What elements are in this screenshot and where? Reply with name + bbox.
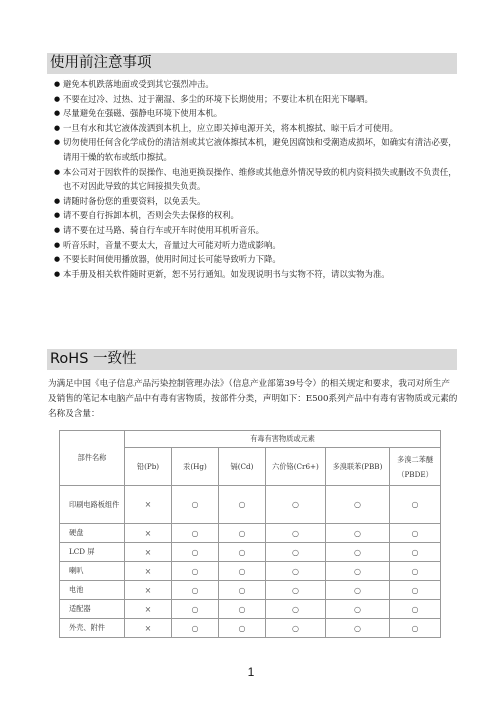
list-item: ● 一旦有水和其它液体泼洒到本机上，应立即关掉电源开关，将本机擦拭、晾干后才可使用。	[54, 121, 458, 136]
rohs-intro-text: 为满足中国《电子信息产品污染控制管理办法》（信息产业部第39号令）的相关规定和要求，我司对所生产及销售的笔记本电脑产品中有毒有害物质，按部件分类，声明如下：E500系列产品中有毒有害物质或元素的名称及含量：	[48, 379, 458, 420]
substance-mark-cell: ×	[125, 619, 172, 638]
list-item: ● 请不要自行拆卸本机，否则会失去保修的权利。	[54, 208, 458, 223]
substance-mark-cell: ○	[172, 600, 219, 619]
substance-mark-cell: ×	[125, 581, 172, 600]
substance-mark-cell: ○	[326, 619, 390, 638]
substance-mark-cell: ○	[266, 543, 326, 562]
substance-mark-cell: ○	[219, 581, 266, 600]
substance-mark-cell: ○	[266, 619, 326, 638]
table-body	[60, 486, 441, 638]
substance-mark-cell: ○	[172, 524, 219, 543]
substance-mark-cell: ○	[219, 562, 266, 581]
section-title-rohs: RoHS 一致性	[47, 349, 457, 370]
precautions-list	[54, 77, 458, 281]
table-row	[60, 619, 441, 638]
substance-mark-cell: ○	[219, 543, 266, 562]
substance-mark-cell: ×	[125, 600, 172, 619]
substance-mark-cell: ○	[390, 562, 441, 581]
column-header: 多溴二苯醚（PBDE）	[390, 448, 441, 486]
substance-mark-cell: ○	[390, 486, 441, 524]
substance-mark-cell: ○	[390, 619, 441, 638]
list-item: ● 听音乐时，音量不要太大，音量过大可能对听力造成影响。	[54, 238, 458, 253]
part-name-cell: 电池	[60, 581, 125, 600]
part-name-cell: 喇叭	[60, 562, 125, 581]
substance-mark-cell: ○	[172, 562, 219, 581]
table-row	[60, 562, 441, 581]
list-item: ● 不要在过冷、过热、过于潮湿、多尘的环境下长期使用；不要让本机在阳光下曝晒。	[54, 92, 458, 107]
substance-mark-cell: ×	[125, 543, 172, 562]
table-row	[60, 524, 441, 543]
substance-mark-cell: ○	[219, 524, 266, 543]
part-name-cell: 适配器	[60, 600, 125, 619]
page-number: 1	[247, 665, 255, 679]
substance-mark-cell: ○	[326, 600, 390, 619]
column-header: 铅(Pb)	[125, 448, 172, 486]
substance-mark-cell: ○	[326, 543, 390, 562]
hazardous-substances-table	[59, 430, 441, 638]
substance-mark-cell: ○	[390, 524, 441, 543]
list-item: ● 请不要在过马路、骑自行车或开车时使用耳机听音乐。	[54, 223, 458, 238]
list-item: ● 本手册及相关软件随时更新，恕不另行通知。如发现说明书与实物不符，请以实物为准。	[54, 267, 458, 282]
substance-mark-cell: ○	[390, 543, 441, 562]
substance-mark-cell: ○	[266, 562, 326, 581]
part-name-cell: 印刷电路板组件	[60, 486, 125, 524]
list-item: ● 请随时备份您的重要资料，以免丢失。	[54, 194, 458, 209]
substance-mark-cell: ○	[172, 581, 219, 600]
substance-mark-cell: ○	[266, 581, 326, 600]
table-row	[60, 543, 441, 562]
table-row	[60, 486, 441, 524]
table-row	[60, 581, 441, 600]
substance-mark-cell: ○	[219, 486, 266, 524]
column-header: 镉(Cd)	[219, 448, 266, 486]
substance-mark-cell: ○	[266, 524, 326, 543]
column-header: 六价铬(Cr6+)	[266, 448, 326, 486]
list-item: ● 尽量避免在强磁、强静电环境下使用本机。	[54, 106, 458, 121]
substance-mark-cell: ○	[326, 524, 390, 543]
part-name-cell: 外壳、附件	[60, 619, 125, 638]
substance-mark-cell: ○	[219, 619, 266, 638]
substance-mark-cell: ○	[172, 486, 219, 524]
substance-mark-cell: ×	[125, 524, 172, 543]
substance-mark-cell: ○	[326, 581, 390, 600]
list-item: ● 不要长时间使用播放器，使用时间过长可能导致听力下降。	[54, 252, 458, 267]
substance-mark-cell: ×	[125, 486, 172, 524]
column-header: 多溴联苯(PBB)	[326, 448, 390, 486]
substance-mark-cell: ○	[266, 600, 326, 619]
list-item: ● 本公司对于因软件的误操作、电池更换误操作、维修或其他意外情况导致的机内资料损失或删改不负责任，也不对因此导致的其它间接损失负责。	[54, 165, 458, 194]
column-header: 汞(Hg)	[172, 448, 219, 486]
substance-mark-cell: ○	[172, 619, 219, 638]
list-item: ● 避免本机跌落地面或受到其它强烈冲击。	[54, 77, 458, 92]
part-name-cell: 硬盘	[60, 524, 125, 543]
part-name-header: 部件名称	[60, 431, 125, 486]
section-title-precautions: 使用前注意事项	[47, 53, 457, 74]
substance-mark-cell: ○	[172, 543, 219, 562]
list-item: ● 切勿使用任何含化学成份的清洁剂或其它液体擦拭本机，避免因腐蚀和受潮造成损坏，如确实有清洁必要，请用干燥的软布或纸巾擦拭。	[54, 135, 458, 164]
substances-group-header: 有毒有害物质或元素	[125, 431, 441, 448]
substance-mark-cell: ○	[219, 600, 266, 619]
part-name-cell: LCD 屏	[60, 543, 125, 562]
table-row	[60, 600, 441, 619]
substance-mark-cell: ○	[390, 581, 441, 600]
substance-mark-cell: ○	[326, 562, 390, 581]
substance-mark-cell: ○	[390, 600, 441, 619]
substance-mark-cell: ○	[326, 486, 390, 524]
substance-mark-cell: ○	[266, 486, 326, 524]
substance-mark-cell: ×	[125, 562, 172, 581]
